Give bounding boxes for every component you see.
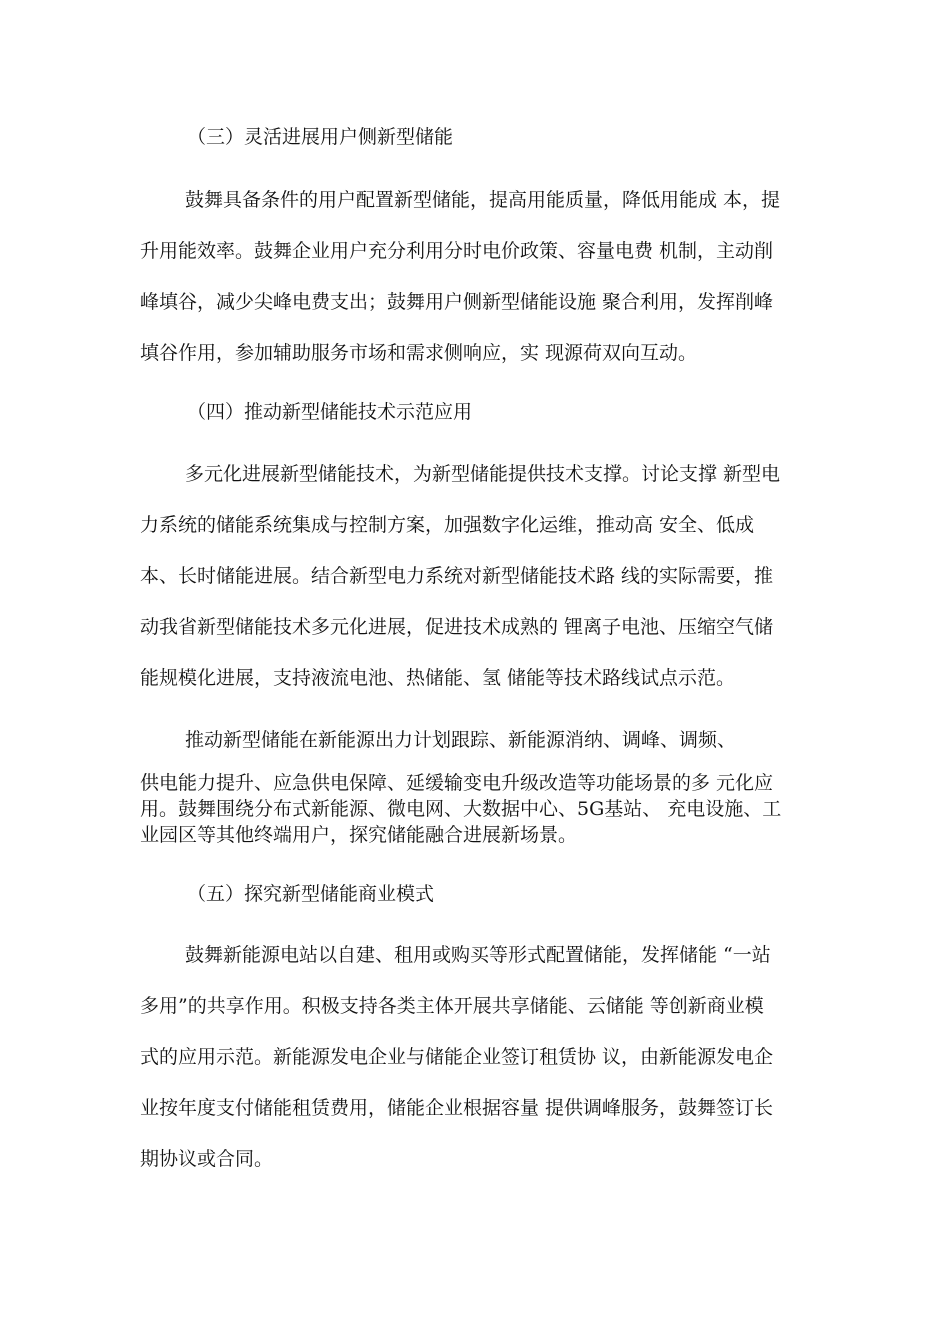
paragraph-line: 多元化进展新型储能技术，为新型储能提供技术支撑。讨论支撑 新型电 <box>185 463 781 485</box>
paragraph-application-scenarios <box>140 728 828 849</box>
paragraph-line: 本、长时储能进展。结合新型电力系统对新型储能技术路 线的实际需要，推 <box>140 565 774 587</box>
paragraph-line: 升用能效率。鼓舞企业用户充分利用分时电价政策、容量电费 机制，主动削 <box>140 240 774 262</box>
paragraph-line: 力系统的储能系统集成与控制方案，加强数字化运维，推动高 安全、低成 <box>140 514 755 536</box>
paragraph-line: 能规模化进展，支持液流电池、热储能、氢 储能等技术路线试点示范。 <box>140 667 736 689</box>
paragraph-line: 推动新型储能在新能源出力计划跟踪、新能源消纳、调峰、调频、 <box>185 729 737 751</box>
paragraph-line: 业园区等其他终端用户，探究储能融合进展新场景。 <box>140 824 578 846</box>
paragraph-line: 供电能力提升、应急供电保障、延缓输变电升级改造等功能场景的多 元化应 <box>140 772 774 794</box>
section-heading-4: （四）推动新型储能技术示范应用 <box>187 401 473 423</box>
section-heading-5: （五）探究新型储能商业模式 <box>187 883 435 905</box>
paragraph-line: 业按年度支付储能租赁费用，储能企业根据容量 提供调峰服务，鼓舞签订长 <box>140 1097 774 1119</box>
paragraph-business-model <box>140 943 828 1198</box>
paragraph-tech-demo <box>140 462 828 717</box>
paragraph-user-side-storage <box>140 188 828 392</box>
paragraph-line: 多用”的共享作用。积极支持各类主体开展共享储能、云储能 等创新商业模 <box>140 995 764 1017</box>
paragraph-line: 式的应用示范。新能源发电企业与储能企业签订租赁协 议，由新能源发电企 <box>140 1046 774 1068</box>
paragraph-line: 鼓舞具备条件的用户配置新型储能，提高用能质量，降低用能成 本，提 <box>185 189 781 211</box>
paragraph-line: 峰填谷，减少尖峰电费支出；鼓舞用户侧新型储能设施 聚合利用，发挥削峰 <box>140 291 774 313</box>
paragraph-line: 填谷作用，参加辅助服务市场和需求侧响应，实 现源荷双向互动。 <box>140 342 698 364</box>
paragraph-line: 期协议或合同。 <box>140 1148 274 1170</box>
section-heading-3: （三）灵活进展用户侧新型储能 <box>187 126 454 148</box>
paragraph-line: 用。鼓舞围绕分布式新能源、微电网、大数据中心、5G基站、 充电设施、工 <box>140 798 782 820</box>
paragraph-line: 鼓舞新能源电站以自建、租用或购买等形式配置储能，发挥储能 “一站 <box>185 944 771 966</box>
paragraph-line: 动我省新型储能技术多元化进展，促进技术成熟的 锂离子电池、压缩空气储 <box>140 616 774 638</box>
